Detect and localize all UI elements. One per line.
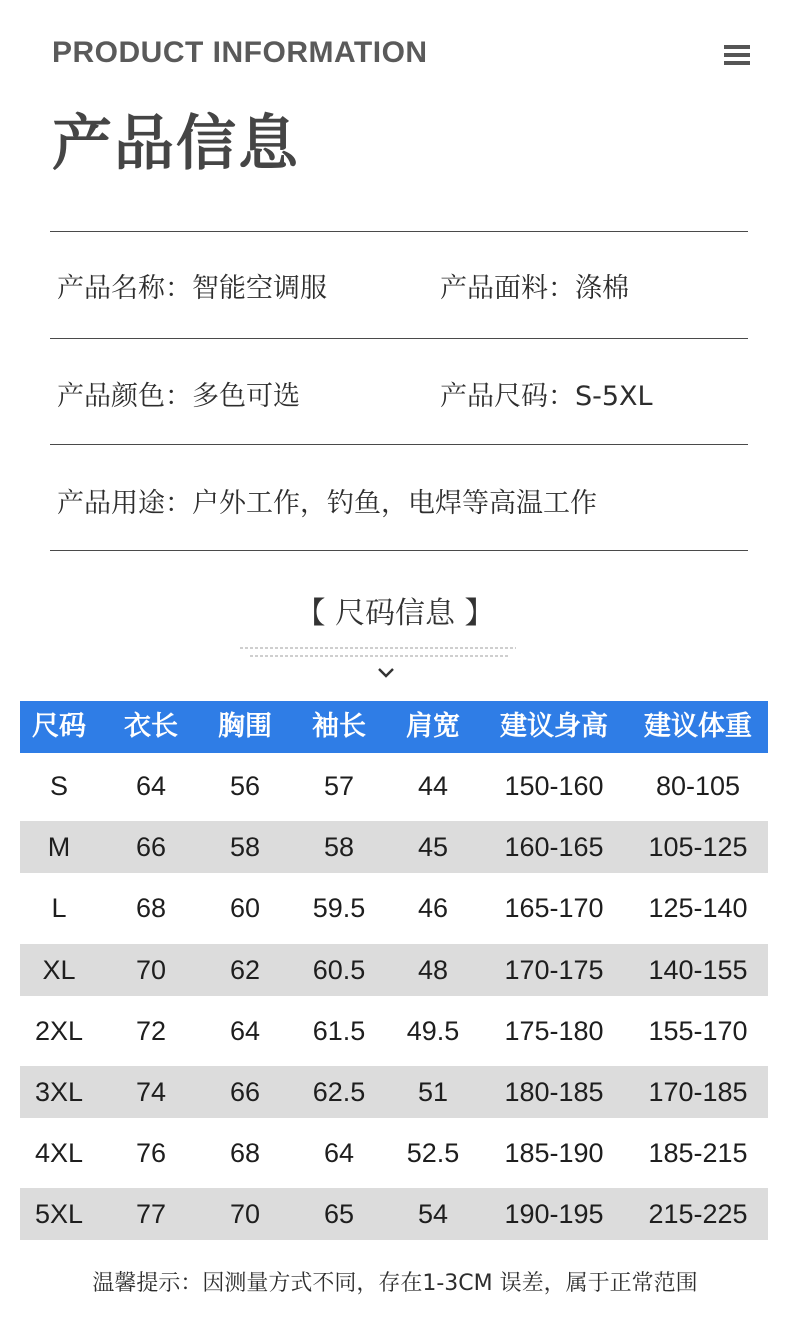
table-cell: 170-175 — [504, 954, 604, 985]
table-cell: 62.5 — [312, 1076, 366, 1107]
table-cell: XL — [42, 954, 76, 985]
table-cell: 64 — [229, 1015, 261, 1046]
column-header: 衣长 — [124, 711, 178, 742]
table-cell: 190-195 — [504, 1199, 604, 1230]
table-cell: 57 — [323, 771, 355, 801]
table-cell: 45 — [417, 832, 449, 863]
table-cell: 180-185 — [504, 1076, 604, 1107]
column-header: 建议身高 — [500, 711, 608, 742]
decorative-fine-text — [250, 655, 508, 657]
table-cell: 74 — [135, 1076, 167, 1107]
column-header: 尺码 — [32, 711, 86, 742]
table-row — [20, 875, 768, 936]
table-row — [20, 1059, 768, 1120]
table-cell: 65 — [323, 1199, 355, 1230]
table-cell: 185-215 — [648, 1138, 748, 1169]
chevron-down-icon — [376, 666, 396, 680]
product-color: 产品颜色：多色可选 — [57, 381, 300, 412]
table-cell: 66 — [229, 1076, 261, 1107]
table-cell: 66 — [135, 832, 167, 863]
table-cell: 68 — [229, 1138, 261, 1169]
table-cell: 105-125 — [648, 832, 748, 863]
table-row — [20, 1120, 768, 1181]
decorative-fine-text — [240, 647, 516, 649]
table-row — [20, 998, 768, 1059]
table-cell: 70 — [229, 1199, 261, 1230]
product-size-range: 产品尺码：S-5XL — [440, 381, 653, 412]
column-header: 建议体重 — [644, 711, 752, 742]
size-table — [20, 701, 768, 1243]
size-table-header — [20, 701, 768, 753]
column-header: 肩宽 — [406, 711, 460, 742]
divider — [50, 444, 748, 445]
table-cell: 3XL — [34, 1076, 84, 1107]
table-cell: 125-140 — [648, 893, 748, 924]
size-table-body — [20, 753, 768, 1243]
page-title-english: PRODUCT INFORMATION — [52, 36, 428, 69]
table-cell: 70 — [135, 954, 167, 985]
table-cell: 4XL — [34, 1138, 84, 1169]
table-cell: 61.5 — [312, 1015, 366, 1046]
table-cell: 155-170 — [648, 1015, 748, 1046]
divider — [50, 550, 748, 551]
table-cell: 140-155 — [648, 954, 748, 985]
divider — [50, 231, 748, 232]
table-cell: 60 — [229, 893, 261, 924]
column-header: 胸围 — [218, 711, 272, 742]
table-cell: 49.5 — [406, 1015, 460, 1046]
table-cell: 58 — [323, 832, 355, 863]
table-cell: 51 — [417, 1076, 449, 1107]
table-cell: S — [49, 771, 68, 801]
table-cell: 68 — [135, 893, 167, 924]
table-cell: 58 — [229, 832, 261, 863]
column-header: 袖长 — [312, 711, 366, 742]
size-section-title: 【 尺码信息 】 — [295, 596, 495, 631]
table-cell: 60.5 — [312, 954, 366, 985]
table-cell: 165-170 — [504, 893, 604, 924]
table-cell: 72 — [135, 1015, 167, 1046]
table-cell: 48 — [417, 954, 449, 985]
measurement-note: 温馨提示：因测量方式不同，存在1-3CM 误差，属于正常范围 — [92, 1271, 698, 1296]
hamburger-menu-icon[interactable] — [724, 45, 750, 65]
table-cell: 185-190 — [504, 1138, 604, 1169]
table-cell: 62 — [229, 954, 261, 985]
divider — [50, 338, 748, 339]
table-cell: 2XL — [34, 1015, 84, 1046]
product-usage: 产品用途：户外工作，钓鱼，电焊等高温工作 — [57, 488, 597, 519]
table-cell: 160-165 — [504, 832, 604, 863]
table-cell: 175-180 — [504, 1015, 604, 1046]
table-row — [20, 814, 768, 875]
product-name: 产品名称：智能空调服 — [57, 273, 327, 304]
table-cell: L — [51, 893, 67, 924]
table-row — [20, 1181, 768, 1242]
product-fabric: 产品面料：涤棉 — [440, 273, 629, 304]
table-cell: 80-105 — [655, 771, 741, 801]
table-cell: M — [47, 832, 71, 863]
table-cell: 64 — [135, 771, 167, 801]
table-cell: 170-185 — [648, 1076, 748, 1107]
table-cell: 46 — [417, 893, 449, 924]
table-cell: 5XL — [34, 1199, 84, 1230]
table-row — [20, 753, 768, 814]
table-cell: 54 — [417, 1199, 449, 1230]
page-title-chinese: 产品信息 — [52, 109, 300, 179]
table-cell: 77 — [135, 1199, 167, 1230]
table-cell: 215-225 — [648, 1199, 748, 1230]
table-cell: 59.5 — [312, 893, 366, 924]
table-cell: 76 — [135, 1138, 167, 1169]
table-cell: 56 — [229, 771, 261, 801]
table-cell: 64 — [323, 1138, 355, 1169]
table-cell: 44 — [417, 771, 449, 801]
table-row — [20, 937, 768, 998]
table-cell: 150-160 — [504, 771, 604, 801]
table-cell: 52.5 — [406, 1138, 460, 1169]
